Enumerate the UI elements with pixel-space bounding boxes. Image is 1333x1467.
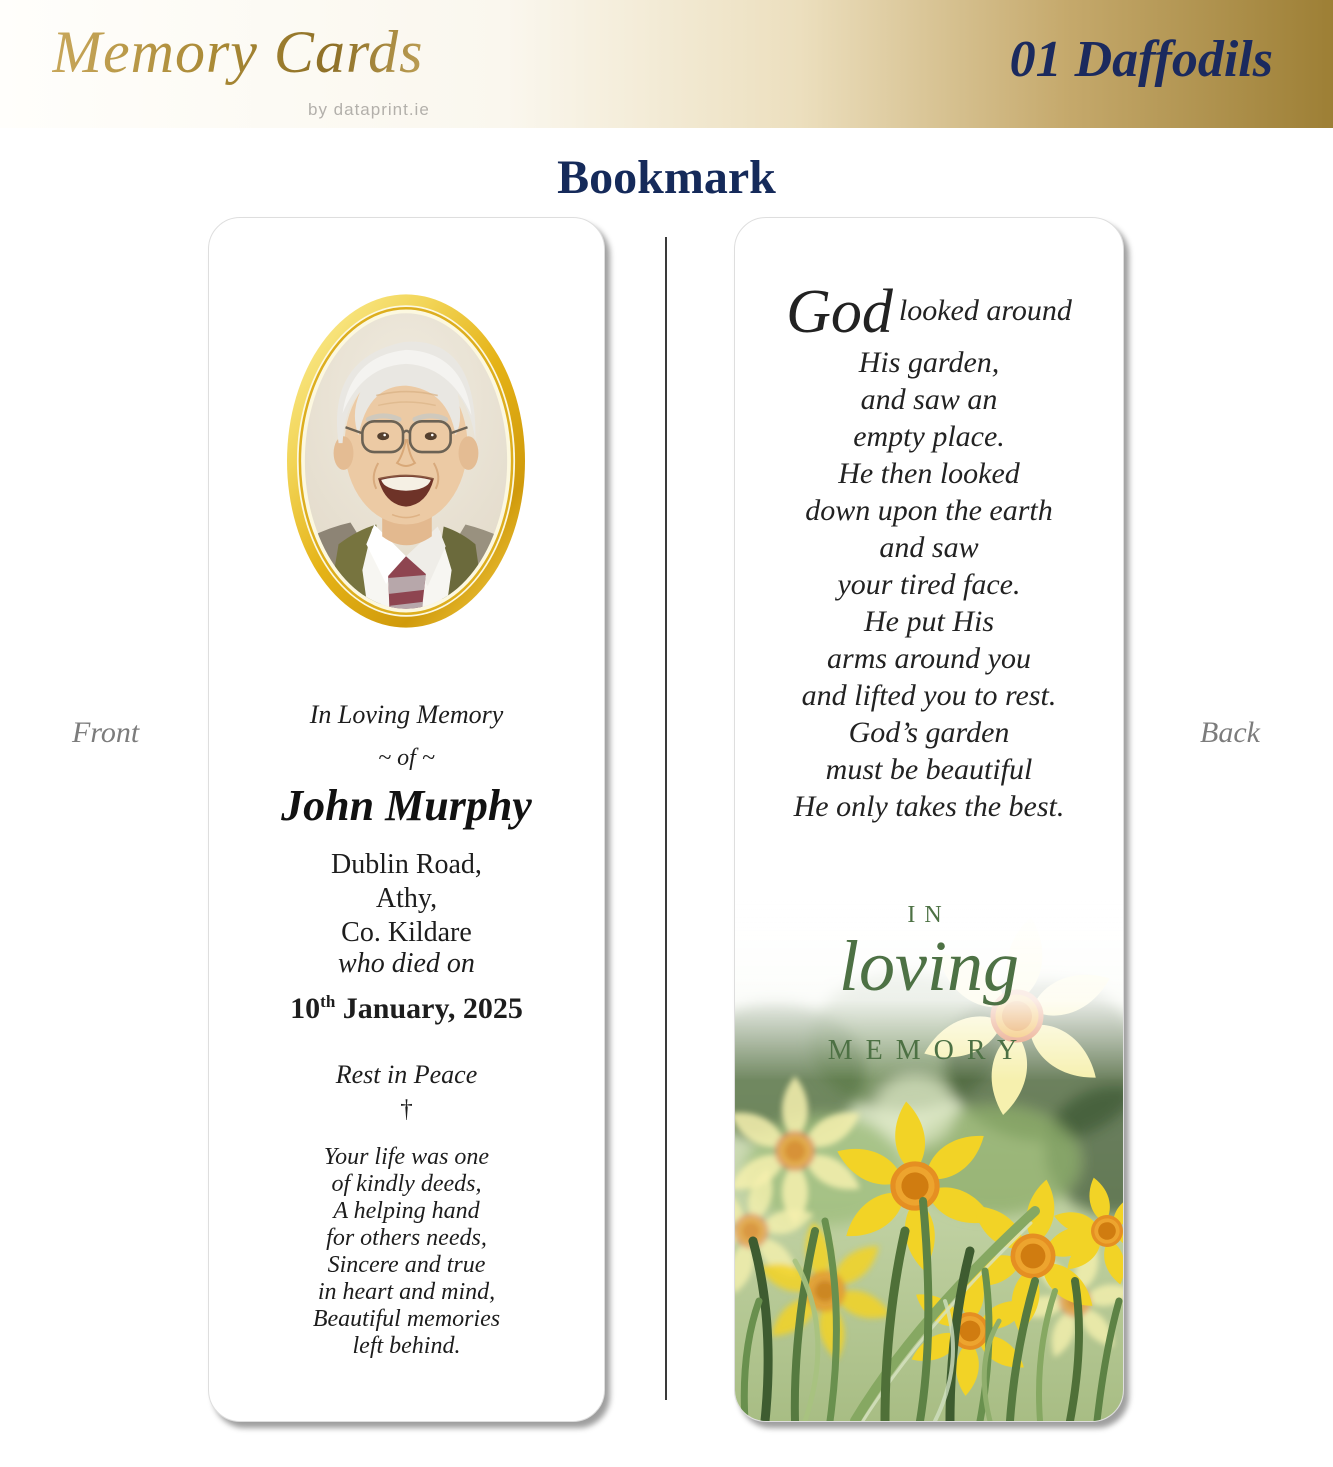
cross-symbol: † [400,1096,413,1123]
poem-line: empty place. [853,420,1005,453]
poem-line: arms around you [827,642,1031,675]
memory-label: MEMORY [827,1035,1031,1066]
verse-line: in heart and mind, [317,1279,496,1305]
verse-line: Beautiful memories [312,1306,501,1332]
died-on-label: who died on [338,948,475,979]
front-side-label: Front [72,716,140,749]
poem-line: down upon the earth [805,494,1053,527]
bookmark-front-card [208,217,605,1422]
memory-cards-logo: Memory Cards [52,19,424,85]
poem-line: and saw an [860,383,998,416]
verse-line: A helping hand [333,1198,480,1224]
poem-line: and lifted you to rest. [801,679,1057,712]
poem-drop-word: God [786,278,893,346]
poem-line-rest: looked around [898,294,1072,327]
header-banner [0,0,1333,128]
page-title: Bookmark [557,151,776,204]
in-loving-memory-label: In Loving Memory [309,700,504,729]
design-code-label: 01 Daffodils [1009,31,1273,88]
card-divider-line [665,237,667,1400]
poem-line: His garden, [858,346,1000,379]
address-line: Dublin Road, [331,849,482,880]
verse-line: Sincere and true [327,1252,486,1278]
memorial-verse [209,1144,604,1360]
back-side-label: Back [1200,716,1260,749]
date-day: 10 [290,992,321,1025]
poem-line: He only takes the best. [793,790,1065,823]
logo-subtitle: by dataprint.ie [308,100,430,119]
portrait-photo [287,294,525,628]
poem-line: and saw [879,531,979,564]
poem-line: your tired face. [837,568,1021,601]
poem-line [735,278,1123,344]
portrait-illustration [287,294,525,628]
poem-line: must be beautiful [825,753,1033,786]
gods-garden-poem [735,278,1123,825]
verse-line: Your life was one [323,1144,490,1170]
rest-in-peace-label: Rest in Peace [335,1060,478,1089]
address-block [209,848,604,950]
verse-line: for others needs, [326,1225,487,1251]
verse-line: left behind. [352,1333,461,1359]
poem-line: God’s garden [848,716,1010,749]
of-label: ~ of ~ [378,745,435,771]
bookmark-back-card [734,217,1124,1422]
poem-line: He then looked [838,457,1020,490]
deceased-name: John Murphy [281,781,532,830]
verse-line: of kindly deeds, [331,1171,482,1197]
date-ordinal: th [320,992,336,1011]
poem-line: He put His [864,605,994,638]
date-rest: January, 2025 [335,992,523,1025]
death-date [209,992,604,1026]
in-label: IN [907,902,951,928]
loving-label: loving [839,926,1019,1006]
address-line: Co. Kildare [341,917,472,948]
address-line: Athy, [375,883,438,914]
